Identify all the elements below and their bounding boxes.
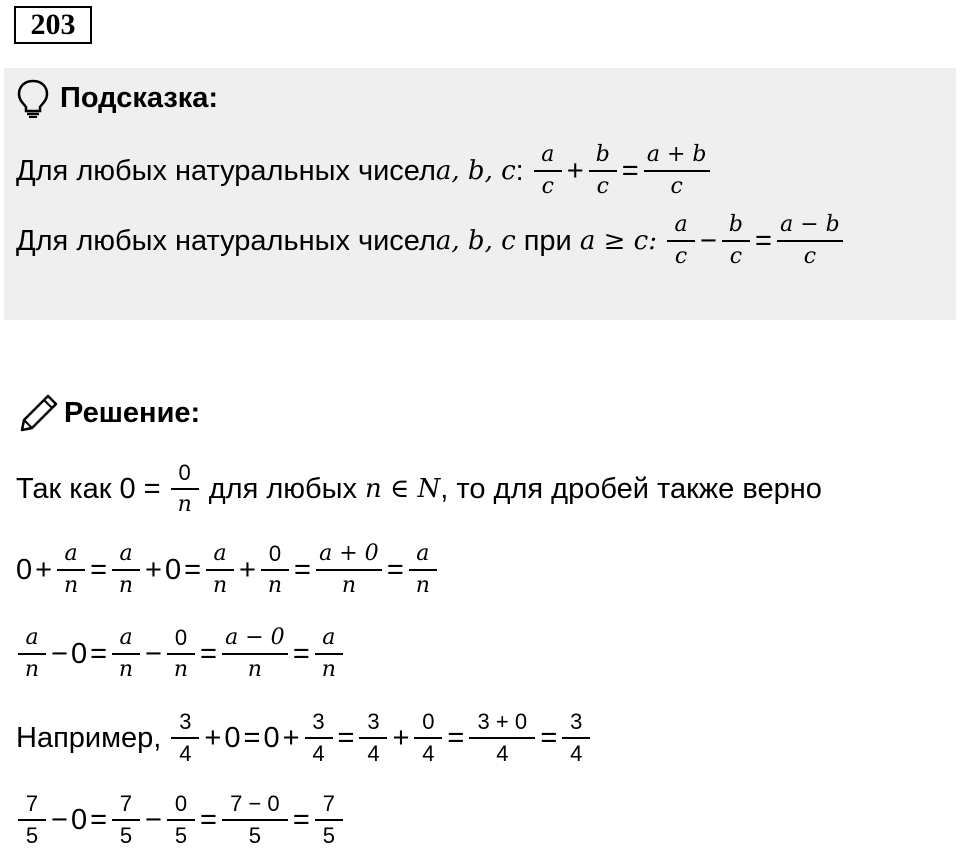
task-number: 203 [14, 6, 92, 44]
hint-text: Для любых натуральных чисел [16, 154, 436, 187]
fraction: $\frac{a}{c}$ [534, 142, 562, 200]
fraction: $\frac{3 + 0}{4}$ [469, 709, 535, 767]
solution-title: Решение: [64, 397, 201, 429]
fraction: $\frac{3}{4}$ [305, 709, 333, 767]
fraction: $\frac{a - 0}{n}$ [222, 625, 288, 683]
solution-text: для любых [200, 472, 366, 505]
equation-add-zero: 0 + $\frac{a}{n}$ = $\frac{a}{n}$ + 0 = $\frac{a}{n}$ + $\frac{0}{n}$ = $\frac{a + 0}{n}$ = $\frac{a}{n}$ [16, 541, 439, 599]
fraction: $\frac{0}{n}$ [261, 541, 289, 599]
fraction: $\frac{a}{n}$ [409, 541, 437, 599]
hint-when: при [515, 224, 580, 257]
pencil-icon [18, 392, 60, 434]
hint-vars: a, b, c [435, 156, 516, 186]
hint-vars: a, b, c [435, 226, 516, 256]
fraction: $\frac{a}{c}$ [667, 212, 695, 270]
fraction: $\frac{a + b}{c}$ [644, 142, 710, 200]
fraction: $\frac{7}{5}$ [315, 791, 343, 849]
fraction: $\frac{a}{n}$ [112, 541, 140, 599]
hint-text: Для любых натуральных чисел [16, 224, 436, 257]
fraction: $\frac{a}{n}$ [18, 625, 46, 683]
fraction: $\frac{b}{c}$ [589, 142, 617, 200]
solution-text: Так как 0 = [16, 472, 169, 505]
fraction: $\frac{a - b}{c}$ [777, 212, 843, 270]
fraction: $\frac{0}{4}$ [414, 709, 442, 767]
fraction: $\frac{3}{4}$ [562, 709, 590, 767]
example-add: Например, $\frac{3}{4}$ + 0 = 0 + $\frac{3}{4}$ = $\frac{3}{4}$ + $\frac{0}{4}$ = $\frac{3 + 0}{4}$ = $\frac{3}{4}$ [16, 709, 592, 767]
fraction: $\frac{a}{n}$ [315, 625, 343, 683]
fraction: $\frac{7 - 0}{5}$ [222, 791, 288, 849]
example-subtract: $\frac{7}{5}$ − 0 = $\frac{7}{5}$ − $\frac{0}{5}$ = $\frac{7 - 0}{5}$ = $\frac{7}{5}$ [16, 791, 345, 849]
fraction: $\frac{7}{5}$ [18, 791, 46, 849]
solution-line-intro [16, 460, 822, 518]
fraction: $\frac{b}{c}$ [722, 212, 750, 270]
hint-condition: a ≥ c: [579, 226, 657, 256]
fraction: $\frac{a}{n}$ [206, 541, 234, 599]
fraction: $\frac{a}{n}$ [112, 625, 140, 683]
equation-subtract-zero: $\frac{a}{n}$ − 0 = $\frac{a}{n}$ − $\frac{0}{n}$ = $\frac{a - 0}{n}$ = $\frac{a}{n}$ [16, 625, 345, 683]
lightbulb-icon [16, 78, 50, 118]
hint-title: Подсказка: [60, 82, 219, 114]
example-label: Например, [16, 721, 170, 754]
fraction: $\frac{3}{4}$ [171, 709, 199, 767]
fraction: $\frac{a + 0}{n}$ [316, 541, 382, 599]
solution-text: , то для дробей также верно [440, 472, 822, 505]
colon: : [515, 154, 532, 187]
fraction: $\frac{0}{5}$ [167, 791, 195, 849]
fraction: $\frac{0}{n}$ [167, 625, 195, 683]
fraction: $\frac{3}{4}$ [359, 709, 387, 767]
solution-set: n ∈ N [365, 474, 441, 504]
fraction: $\frac{a}{n}$ [57, 541, 85, 599]
fraction: $\frac{0}{n}$ [171, 460, 199, 518]
hint-line-diff: Для любых натуральных чисел a, b, c при a ≥ c: $\frac{a}{c}$ − $\frac{b}{c}$ = $\frac{a - b}{c}$ [16, 212, 845, 270]
fraction: $\frac{7}{5}$ [112, 791, 140, 849]
hint-line-sum: Для любых натуральных чисел a, b, c : $\frac{a}{c}$ + $\frac{b}{c}$ = $\frac{a + b}{c}$ [16, 142, 712, 200]
